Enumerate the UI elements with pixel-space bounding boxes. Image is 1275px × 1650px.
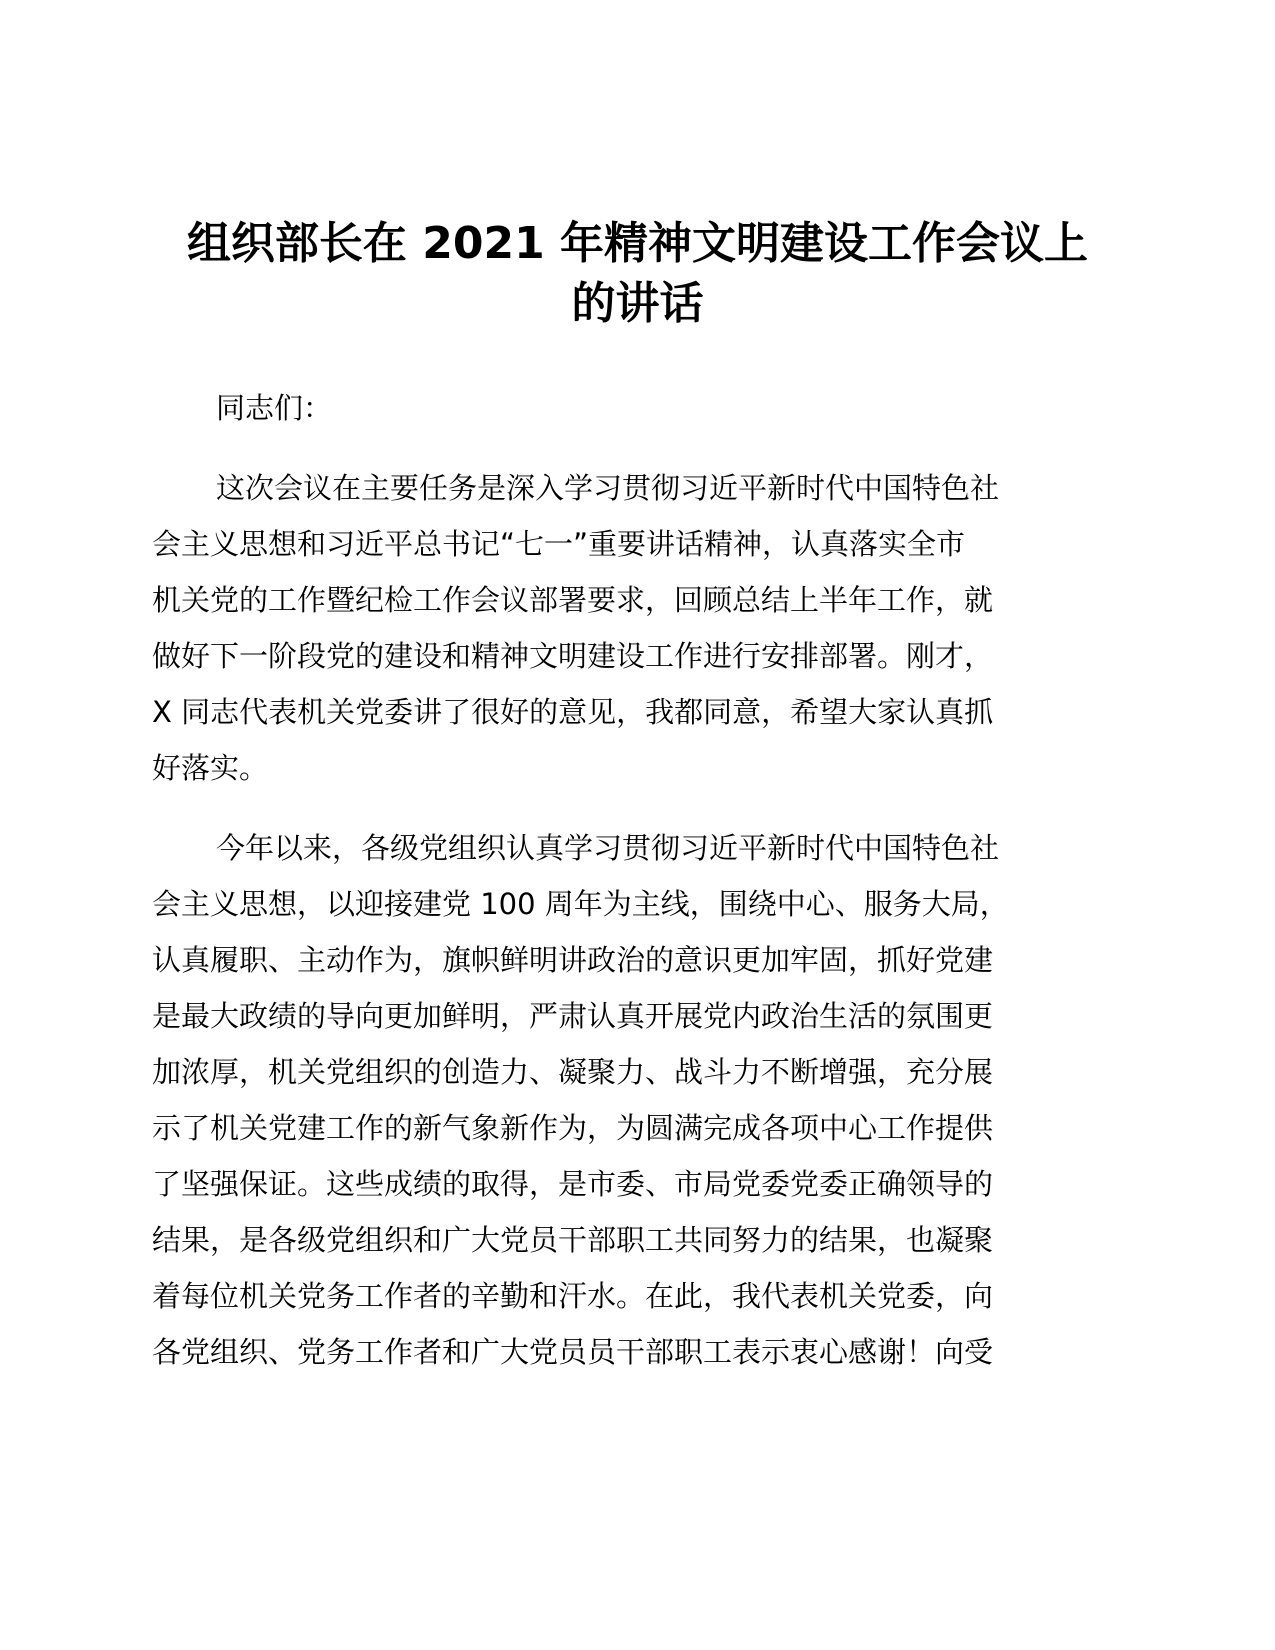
paragraph-line: 机关党的工作暨纪检工作会议部署要求，回顾总结上半年工作，就: [152, 583, 994, 617]
paragraph-line: 是最大政绩的导向更加鲜明，严肃认真开展党内政治生活的氛围更: [152, 999, 994, 1033]
paragraph-line: 各党组织、党务工作者和广大党员员干部职工表示衷心感谢！向受: [152, 1335, 994, 1369]
paragraph-line: 会主义思想，以迎接建党 100 周年为主线，围绕中心、服务大局，: [152, 887, 1009, 921]
title-line-2: 的讲话: [571, 278, 704, 329]
salutation-text: 同志们：: [216, 391, 333, 425]
paragraph-2: [152, 820, 1122, 1380]
paragraph-line: 做好下一阶段党的建设和精神文明建设工作进行安排部署。刚才，: [152, 639, 994, 673]
salutation: [152, 380, 1122, 436]
title-line-1: 组织部长在 2021 年精神文明建设工作会议上: [186, 218, 1089, 269]
paragraph-line: 认真履职、主动作为，旗帜鲜明讲政治的意识更加牢固，抓好党建: [152, 943, 994, 977]
paragraph-line: 这次会议在主要任务是深入学习贯彻习近平新时代中国特色社: [216, 471, 1000, 505]
paragraph-line: 今年以来，各级党组织认真学习贯彻习近平新时代中国特色社: [216, 831, 1000, 865]
paragraph-line: 结果，是各级党组织和广大党员干部职工共同努力的结果，也凝聚: [152, 1223, 994, 1257]
paragraph-line: 会主义思想和习近平总书记“七一”重要讲话精神，认真落实全市: [152, 527, 966, 561]
document-body: [152, 380, 1122, 1404]
paragraph-line: X 同志代表机关党委讲了很好的意见，我都同意，希望大家认真抓: [152, 695, 994, 729]
paragraph-1: [152, 460, 1122, 796]
paragraph-line: 着每位机关党务工作者的辛勤和汗水。在此，我代表机关党委，向: [152, 1279, 994, 1313]
paragraph-line: 加浓厚，机关党组织的创造力、凝聚力、战斗力不断增强，充分展: [152, 1055, 994, 1089]
paragraph-line: 好落实。: [152, 751, 269, 785]
page-title: [150, 214, 1125, 334]
paragraph-line: 了坚强保证。这些成绩的取得，是市委、市局党委党委正确领导的: [152, 1167, 994, 1201]
paragraph-line: 示了机关党建工作的新气象新作为，为圆满完成各项中心工作提供: [152, 1111, 994, 1145]
